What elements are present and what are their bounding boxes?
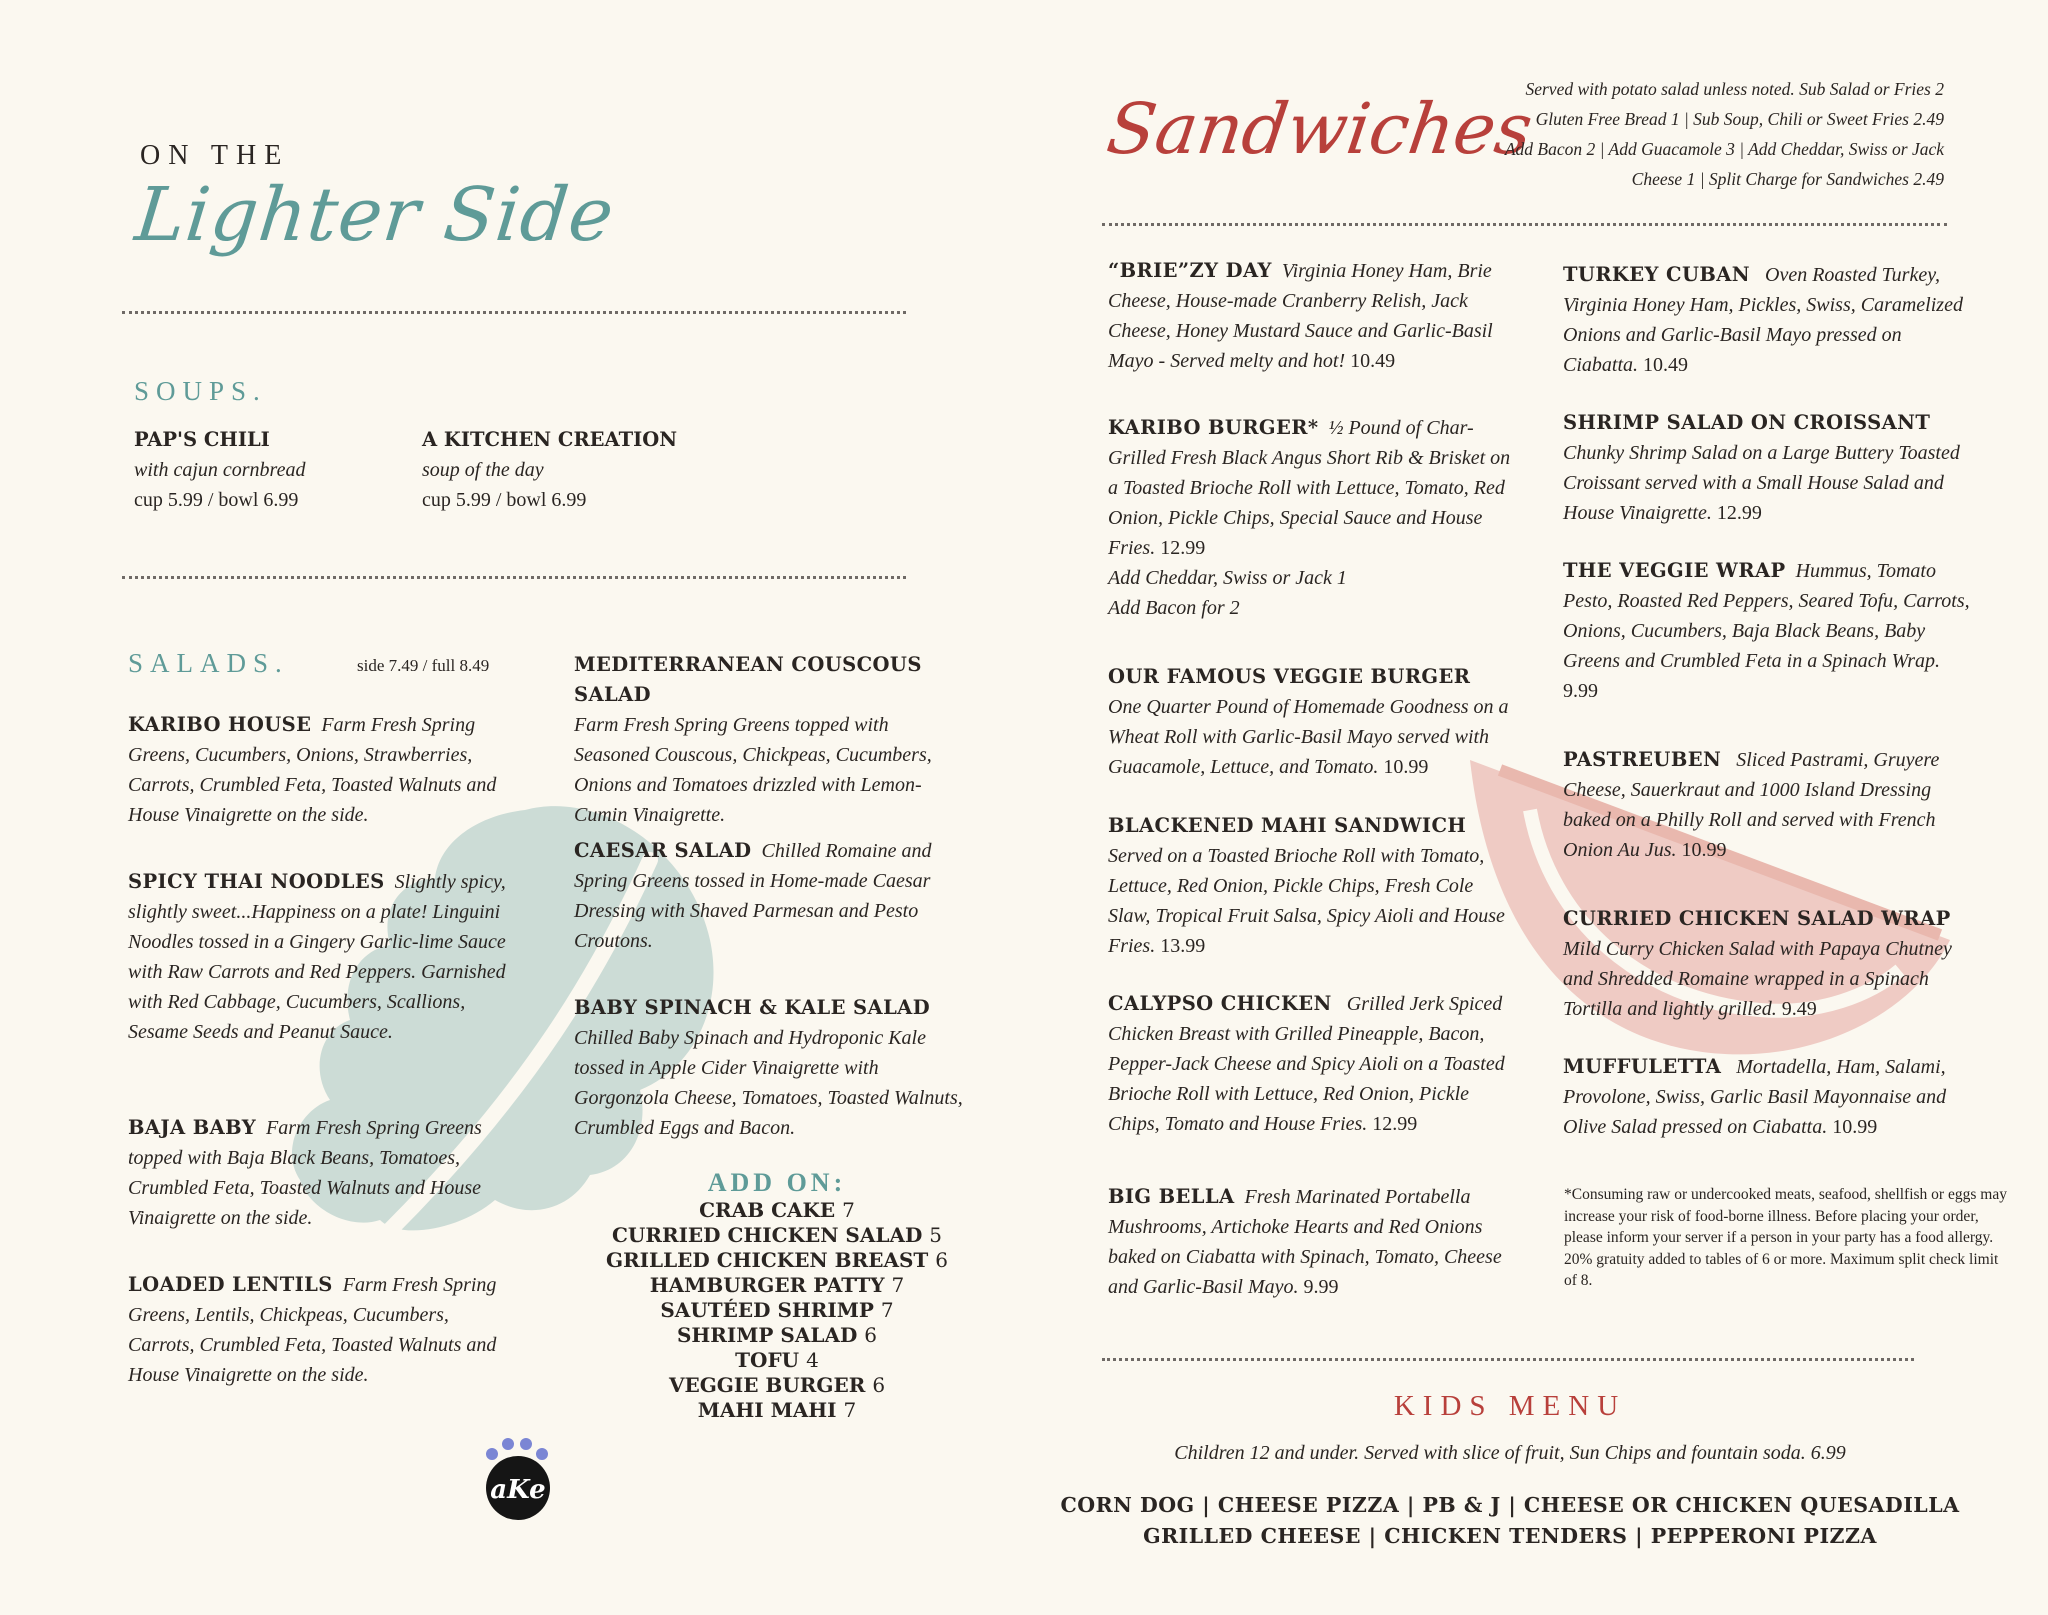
sandwich-name: TURKEY CUBAN <box>1563 263 1751 286</box>
sandwich-item <box>1563 556 1973 706</box>
sandwich-price: 9.49 <box>1781 998 1817 1020</box>
sandwich-desc: Sliced Pastrami, Gruyere Cheese, Sauerkraut and 1000 Island Dressing baked on a Philly Roll and served with French Onion Au Jus. <box>1563 749 1940 861</box>
sandwich-notes <box>1424 74 1944 194</box>
sandwich-name: PASTREUBEN <box>1563 748 1722 771</box>
salad-desc: Farm Fresh Spring Greens topped with Baja Black Beans, Tomatoes, Crumbled Feta, Toasted Walnuts and House Vinaigrette on the side. <box>128 1117 482 1229</box>
sandwiches-title: Sandwiches <box>1102 88 1538 170</box>
salad-item <box>574 836 964 956</box>
sandwich-name: “BRIE”ZY DAY <box>1108 259 1272 282</box>
sandwich-extra: Add Cheddar, Swiss or Jack 1 <box>1108 567 1347 589</box>
salad-name: KARIBO HOUSE <box>128 713 312 736</box>
add-on-item <box>572 1223 982 1248</box>
add-on-item <box>572 1323 982 1348</box>
add-on-item <box>572 1373 982 1398</box>
add-on-price: 4 <box>806 1348 819 1372</box>
sandwich-item <box>1108 662 1518 782</box>
add-on-name: SHRIMP SALAD <box>676 1323 858 1347</box>
sandwich-desc: Mild Curry Chicken Salad with Papaya Chutney and Shredded Romaine wrapped in a Spinach Tortilla and lightly grilled. <box>1563 938 1952 1020</box>
salad-item <box>128 1113 508 1233</box>
sandwich-note-line: Served with potato salad unless noted. Sub Salad or Fries 2 <box>1525 79 1944 99</box>
add-on-section <box>572 1168 982 1423</box>
sandwich-item <box>1108 256 1518 376</box>
sandwich-item <box>1108 1182 1518 1302</box>
kids-menu-items: GRILLED CHEESE | CHICKEN TENDERS | PEPPERONI PIZZA <box>1143 1524 1877 1548</box>
sandwich-note-line: Add Bacon 2 | Add Guacamole 3 | Add Cheddar, Swiss or Jack <box>1504 139 1944 159</box>
soups-heading: SOUPS. <box>134 376 267 406</box>
sandwich-price: 10.99 <box>1681 839 1727 861</box>
salad-name: SPICY THAI NOODLES <box>128 870 385 893</box>
salad-item <box>574 993 964 1143</box>
sandwich-item <box>1563 745 1973 865</box>
sandwich-name: SHRIMP SALAD ON CROISSANT <box>1563 411 1931 434</box>
divider <box>122 311 906 314</box>
sandwich-price: 12.99 <box>1160 537 1206 559</box>
add-on-name: GRILLED CHICKEN BREAST <box>605 1248 929 1272</box>
salad-name: LOADED LENTILS <box>128 1273 333 1296</box>
sandwich-price: 9.99 <box>1563 680 1598 702</box>
sandwich-price: 9.99 <box>1303 1276 1339 1298</box>
allergy-disclaimer: *Consuming raw or undercooked meats, seafood, shellfish or eggs may increase your risk of food-borne illness. Before placing your order, please inform your server if a person in your party has a food allergy. 20% gratuity added to tables of 6 or more. Maximum split check limit of 8. <box>1564 1186 2007 1289</box>
sandwich-desc: Chunky Shrimp Salad on a Large Buttery Toasted Croissant served with a Small House Salad and House Vinaigrette. <box>1563 442 1960 524</box>
add-on-item <box>572 1198 982 1223</box>
sandwich-name: OUR FAMOUS VEGGIE BURGER <box>1108 665 1471 688</box>
add-on-item <box>572 1398 982 1423</box>
salad-desc: Farm Fresh Spring Greens topped with Seasoned Couscous, Chickpeas, Cucumbers, Onions and Tomatoes drizzled with Lemon-Cumin Vinaigrette. <box>574 714 932 826</box>
sandwich-item <box>1108 811 1518 961</box>
add-on-price: 7 <box>842 1198 855 1222</box>
salad-name: BABY SPINACH & KALE SALAD <box>574 996 931 1019</box>
salad-name: MEDITERRANEAN COUSCOUS SALAD <box>574 653 922 706</box>
on-the-label: ON THE <box>140 140 290 171</box>
divider <box>122 576 906 579</box>
sandwich-desc: Grilled Jerk Spiced Chicken Breast with Grilled Pineapple, Bacon, Pepper-Jack Cheese and Spicy Aioli on a Toasted Brioche Roll with Lettuce, Red Onion, Pickle Chips, Tomato and House Fries. <box>1108 993 1505 1135</box>
salad-desc: Farm Fresh Spring Greens, Cucumbers, Onions, Strawberries, Carrots, Crumbled Feta, Toasted Walnuts and House Vinaigrette on the side. <box>128 714 497 826</box>
salad-item <box>574 650 964 830</box>
salad-desc: Slightly spicy, slightly sweet...Happiness on a plate! Linguini Noodles tossed in a Gingery Garlic-lime Sauce with Raw Carrots and Red Peppers. Garnished with Red Cabbage, Cucumbers, Scallions, Sesame Seeds and Peanut Sauce. <box>128 871 506 1043</box>
add-on-name: CURRIED CHICKEN SALAD <box>611 1223 923 1247</box>
divider <box>1102 1358 1914 1361</box>
sandwich-price: 10.49 <box>1643 354 1689 376</box>
divider <box>1102 223 1947 226</box>
kids-menu-title: KIDS MENU <box>1393 1390 1627 1422</box>
soup-item <box>134 425 305 515</box>
add-on-title: ADD ON: <box>707 1168 847 1197</box>
sandwich-item <box>1108 989 1518 1139</box>
add-on-price: 7 <box>843 1398 857 1422</box>
sandwich-price: 10.99 <box>1832 1116 1878 1138</box>
add-on-item <box>572 1273 982 1298</box>
sandwich-name: BLACKENED MAHI SANDWICH <box>1108 814 1467 837</box>
add-on-price: 7 <box>891 1273 905 1297</box>
soup-desc: with cajun cornbread <box>134 459 306 481</box>
salad-item <box>128 710 508 830</box>
sandwich-desc: ½ Pound of Char-Grilled Fresh Black Angus Short Rib & Brisket on a Toasted Brioche Roll with Lettuce, Tomato, Red Onion, Pickle Chips, Special Sauce and House Fries. <box>1108 417 1511 559</box>
sandwich-name: THE VEGGIE WRAP <box>1563 559 1786 582</box>
sandwich-desc: Served on a Toasted Brioche Roll with Tomato, Lettuce, Red Onion, Pickle Chips, Fresh Cole Slaw, Tropical Fruit Salsa, Spicy Aioli and House Fries. <box>1108 845 1505 957</box>
sandwich-price: 12.99 <box>1372 1113 1418 1135</box>
add-on-item <box>572 1348 982 1373</box>
add-on-price: 6 <box>935 1248 948 1272</box>
sandwich-item <box>1108 413 1518 623</box>
sandwich-note-line: Gluten Free Bread 1 | Sub Soup, Chili or Sweet Fries 2.49 <box>1535 109 1944 129</box>
salad-item <box>128 1270 508 1390</box>
sandwich-desc: Fresh Marinated Portabella Mushrooms, Artichoke Hearts and Red Onions baked on Ciabatta with Spinach, Tomato, Cheese and Garlic-Basil Mayo. <box>1108 1186 1502 1298</box>
add-on-price: 6 <box>864 1323 878 1347</box>
salad-item <box>128 867 508 1047</box>
soup-item <box>422 425 677 515</box>
soup-name: PAP'S CHILI <box>134 428 270 451</box>
sandwich-desc: Virginia Honey Ham, Brie Cheese, House-made Cranberry Relish, Jack Cheese, Honey Mustard Sauce and Garlic-Basil Mayo - Served melty and hot! <box>1108 260 1493 372</box>
sandwich-price: 10.49 <box>1350 350 1396 372</box>
salad-desc: Chilled Baby Spinach and Hydroponic Kale tossed in Apple Cider Vinaigrette with Gorgonzola Cheese, Tomatoes, Toasted Walnuts, Crumbled Eggs and Bacon. <box>574 1027 963 1139</box>
sandwich-note-line: Cheese 1 | Split Charge for Sandwiches 2.49 <box>1631 169 1944 189</box>
add-on-price: 5 <box>929 1223 943 1247</box>
soup-price: cup 5.99 / bowl 6.99 <box>422 489 587 511</box>
sandwich-name: MUFFULETTA <box>1563 1055 1722 1078</box>
sandwich-desc: Oven Roasted Turkey, Virginia Honey Ham, Pickles, Swiss, Caramelized Onions and Garlic-Basil Mayo pressed on Ciabatta. <box>1563 264 1963 376</box>
salad-price-note: side 7.49 / full 8.49 <box>357 656 490 675</box>
add-on-name: MAHI MAHI <box>697 1398 837 1422</box>
add-on-name: HAMBURGER PATTY <box>649 1273 885 1297</box>
sandwich-item <box>1563 1052 1973 1142</box>
sandwich-desc: One Quarter Pound of Homemade Goodness on a Wheat Roll with Garlic-Basil Mayo served with Guacamole, Lettuce, and Tomato. <box>1108 696 1509 778</box>
soup-desc: soup of the day <box>422 459 544 481</box>
sandwich-desc: Mortadella, Ham, Salami, Provolone, Swiss, Garlic Basil Mayonnaise and Olive Salad pressed on Ciabatta. <box>1563 1056 1947 1138</box>
add-on-item <box>572 1248 982 1273</box>
add-on-name: VEGGIE BURGER <box>668 1373 866 1397</box>
restaurant-logo <box>482 1432 562 1522</box>
sandwich-item <box>1563 408 1973 528</box>
salad-name: CAESAR SALAD <box>574 839 752 862</box>
kids-menu-subtitle: Children 12 and under. Served with slice of fruit, Sun Chips and fountain soda. 6.99 <box>1174 1442 1846 1464</box>
sandwich-name: CALYPSO CHICKEN <box>1108 992 1332 1015</box>
salad-desc: Farm Fresh Spring Greens, Lentils, Chickpeas, Cucumbers, Carrots, Crumbled Feta, Toasted Walnuts and House Vinaigrette on the side. <box>128 1274 497 1386</box>
salads-heading: SALADS. <box>128 648 289 678</box>
add-on-price: 6 <box>872 1373 886 1397</box>
sandwich-price: 10.99 <box>1383 756 1429 778</box>
add-on-list <box>572 1198 982 1423</box>
salad-name: BAJA BABY <box>128 1116 257 1139</box>
add-on-name: SAUTÉED SHRIMP <box>660 1298 874 1322</box>
sandwich-extra: Add Bacon for 2 <box>1108 597 1240 619</box>
sandwich-item <box>1563 904 1973 1024</box>
add-on-name: CRAB CAKE <box>699 1198 836 1222</box>
logo-text: aKe <box>490 1475 546 1505</box>
soup-price: cup 5.99 / bowl 6.99 <box>134 489 299 511</box>
add-on-item <box>572 1298 982 1323</box>
sandwich-name: BIG BELLA <box>1108 1185 1235 1208</box>
soup-name: A KITCHEN CREATION <box>422 428 678 451</box>
sandwich-desc: Hummus, Tomato Pesto, Roasted Red Peppers, Seared Tofu, Carrots, Onions, Cucumbers, Baja Black Beans, Baby Greens and Crumbled Feta in a Spinach Wrap. <box>1563 560 1970 672</box>
sandwich-price: 12.99 <box>1716 502 1762 524</box>
sandwich-item <box>1563 260 1973 380</box>
sandwich-name: CURRIED CHICKEN SALAD WRAP <box>1563 907 1951 930</box>
salad-desc: Chilled Romaine and Spring Greens tossed in Home-made Caesar Dressing with Shaved Parmesan and Pesto Croutons. <box>574 840 932 952</box>
sandwich-name: KARIBO BURGER* <box>1108 416 1319 439</box>
sandwich-price: 13.99 <box>1160 935 1206 957</box>
kids-menu-items: CORN DOG | CHEESE PIZZA | PB & J | CHEESE OR CHICKEN QUESADILLA <box>1060 1493 1960 1517</box>
lighter-side-title: Lighter Side <box>131 172 619 258</box>
add-on-price: 7 <box>880 1298 894 1322</box>
add-on-name: TOFU <box>735 1348 800 1372</box>
